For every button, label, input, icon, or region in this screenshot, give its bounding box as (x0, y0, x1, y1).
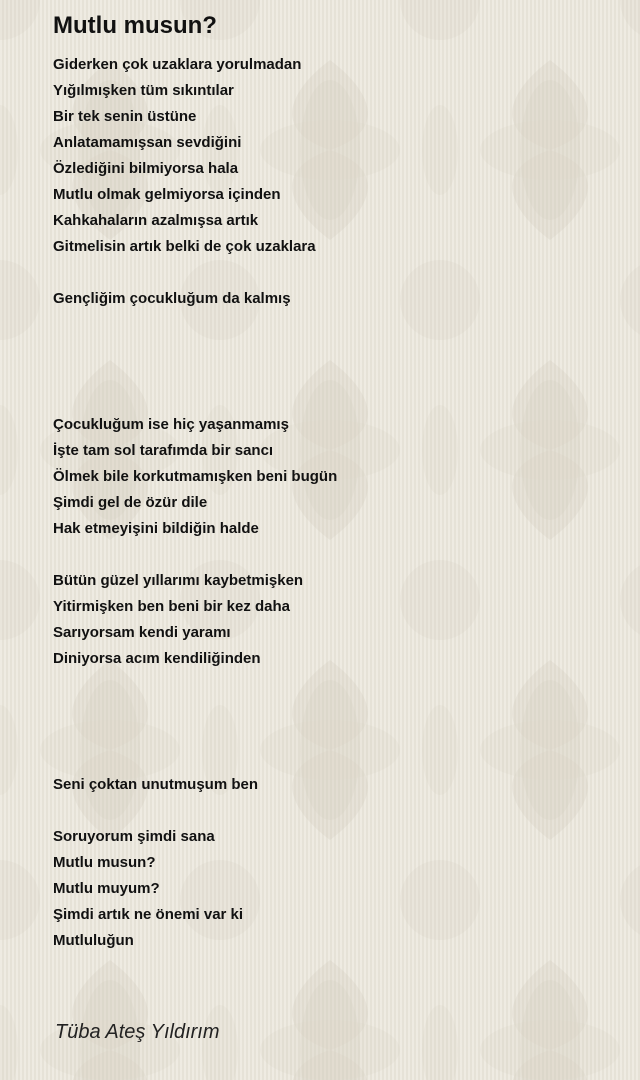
poem-line: İşte tam sol tarafımda bir sancı (53, 442, 274, 459)
poem-line: Soruyorum şimdi sana (53, 828, 215, 845)
poem-line: Ölmek bile korkutmamışken beni bugün (53, 468, 338, 485)
poem-line: Çocukluğum ise hiç yaşanmamış (53, 416, 289, 433)
poem-title: Mutlu musun? (53, 12, 217, 39)
poem-line: Mutlu musun? (53, 854, 156, 871)
poem-line: Gençliğim çocukluğum da kalmış (53, 290, 291, 307)
poem-line: Bir tek senin üstüne (53, 108, 197, 125)
poem-line: Şimdi artık ne önemi var ki (53, 906, 244, 923)
poem-line: Şimdi gel de özür dile (53, 494, 208, 511)
poem-line: Mutluluğun (53, 932, 134, 949)
poem-line: Giderken çok uzaklara yorulmadan (53, 56, 302, 73)
poem-line: Anlatamamışsan sevdiğini (53, 134, 242, 151)
poem-line: Özlediğini bilmiyorsa hala (53, 160, 239, 177)
poem-line: Yığılmışken tüm sıkıntılar (53, 82, 234, 99)
poem-line: Bütün güzel yıllarımı kaybetmişken (53, 572, 304, 589)
poem-line: Seni çoktan unutmuşum ben (53, 776, 259, 793)
poem-line: Kahkahaların azalmışsa artık (53, 212, 259, 229)
poem-line: Yitirmişken ben beni bir kez daha (53, 598, 291, 615)
poem-line: Sarıyorsam kendi yaramı (53, 624, 231, 641)
poem-line: Hak etmeyişini bildiğin halde (53, 520, 259, 537)
poem-line: Mutlu muyum? (53, 880, 160, 897)
poem-line: Mutlu olmak gelmiyorsa içinden (53, 186, 281, 203)
poem-line: Diniyorsa acım kendiliğinden (53, 650, 261, 667)
poem-author: Tüba Ateş Yıldırım (55, 1021, 220, 1043)
poem-line: Gitmelisin artık belki de çok uzaklara (53, 238, 316, 255)
